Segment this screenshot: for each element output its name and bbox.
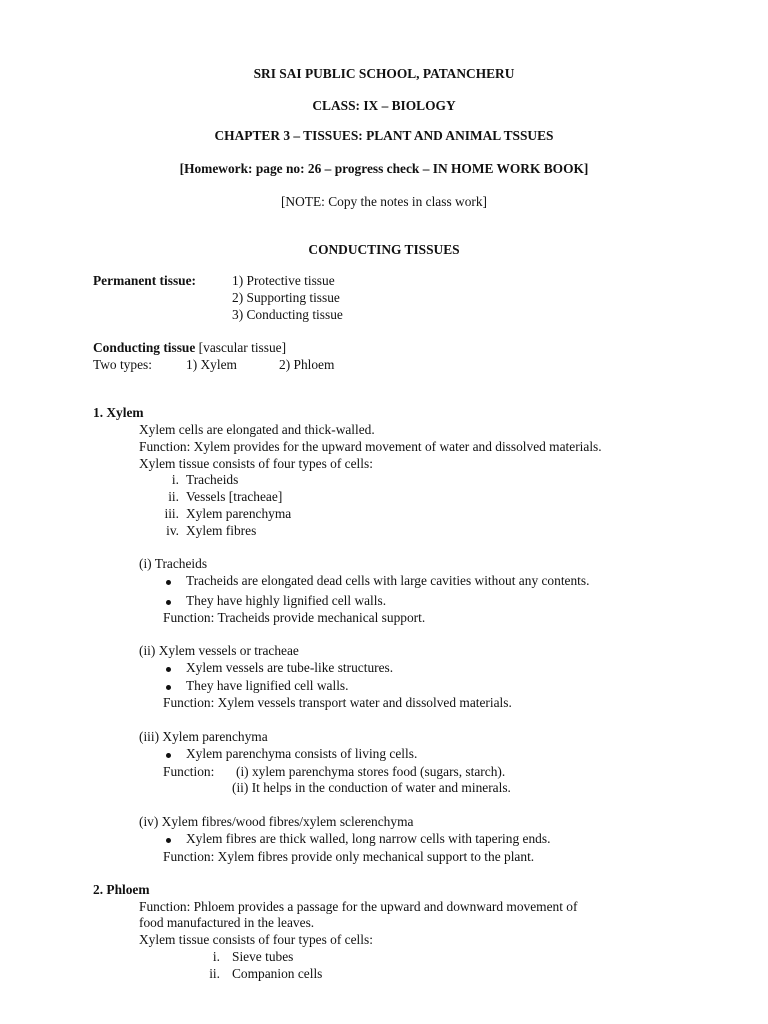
parenchyma-function: (i) xylem parenchyma stores food (sugars, starch). bbox=[236, 764, 506, 779]
bullet-text: They have lignified cell walls. bbox=[186, 678, 349, 693]
parenchyma-function-label: Function: bbox=[163, 764, 215, 779]
xylem-heading: 1. Xylem bbox=[93, 405, 144, 420]
vessels-function: Function: Xylem vessels transport water and dissolved materials. bbox=[163, 695, 512, 710]
permanent-item: 3) Conducting tissue bbox=[232, 307, 343, 322]
list-number: iv. bbox=[166, 523, 179, 538]
tracheids-function: Function: Tracheids provide mechanical support. bbox=[163, 610, 426, 625]
phloem-heading: 2. Phloem bbox=[93, 882, 150, 897]
xylem-line: Xylem cells are elongated and thick-walled. bbox=[139, 422, 375, 437]
conducting-tissue-label: Conducting tissue bbox=[93, 340, 196, 355]
tracheids-heading: (i) Tracheids bbox=[139, 556, 208, 571]
xylem-line: Function: Xylem provides for the upward movement of water and dissolved materials. bbox=[139, 439, 602, 454]
chapter-title: CHAPTER 3 – TISSUES: PLANT AND ANIMAL TSSUES bbox=[214, 128, 554, 143]
copy-note: [NOTE: Copy the notes in class work] bbox=[280, 194, 488, 209]
bullet-icon bbox=[166, 753, 171, 758]
fibres-heading: (iv) Xylem fibres/wood fibres/xylem sclerenchyma bbox=[139, 814, 414, 829]
type-phloem: 2) Phloem bbox=[279, 357, 335, 372]
bullet-icon bbox=[166, 838, 171, 843]
parenchyma-heading: (iii) Xylem parenchyma bbox=[139, 729, 268, 744]
permanent-tissue-label: Permanent tissue: bbox=[93, 273, 197, 288]
permanent-item: 2) Supporting tissue bbox=[232, 290, 340, 305]
homework-note: [Homework: page no: 26 – progress check – IN HOME WORK BOOK] bbox=[179, 161, 589, 176]
list-number: iii. bbox=[164, 506, 179, 521]
phloem-line: food manufactured in the leaves. bbox=[139, 915, 315, 930]
bullet-text: Xylem parenchyma consists of living cells. bbox=[186, 746, 418, 761]
bullet-icon bbox=[166, 667, 171, 672]
phloem-line: Function: Phloem provides a passage for the upward and downward movement of bbox=[139, 899, 578, 914]
class-title: CLASS: IX – BIOLOGY bbox=[312, 98, 456, 113]
bullet-text: Xylem fibres are thick walled, long narrow cells with tapering ends. bbox=[186, 831, 551, 846]
conducting-tissue-note: [vascular tissue] bbox=[195, 340, 287, 355]
list-item: Xylem parenchyma bbox=[186, 506, 292, 521]
list-item: Xylem fibres bbox=[186, 523, 257, 538]
conducting-tissue-line bbox=[93, 340, 286, 356]
xylem-line: Xylem tissue consists of four types of cells: bbox=[139, 456, 373, 471]
bullet-text: Tracheids are elongated dead cells with large cavities without any contents. bbox=[186, 573, 590, 588]
list-item: Companion cells bbox=[232, 966, 323, 981]
parenchyma-function: (ii) It helps in the conduction of water and minerals. bbox=[232, 780, 511, 795]
school-name: SRI SAI PUBLIC SCHOOL, PATANCHERU bbox=[253, 66, 515, 81]
list-number: ii. bbox=[209, 966, 220, 981]
bullet-icon bbox=[166, 600, 171, 605]
section-title: CONDUCTING TISSUES bbox=[308, 242, 460, 257]
bullet-icon bbox=[166, 580, 171, 585]
list-number: ii. bbox=[168, 489, 179, 504]
bullet-text: Xylem vessels are tube-like structures. bbox=[186, 660, 394, 675]
list-item: Tracheids bbox=[186, 472, 239, 487]
fibres-function: Function: Xylem fibres provide only mechanical support to the plant. bbox=[163, 849, 535, 864]
phloem-line: Xylem tissue consists of four types of cells: bbox=[139, 932, 373, 947]
list-number: i. bbox=[212, 949, 220, 964]
permanent-item: 1) Protective tissue bbox=[232, 273, 335, 288]
list-item: Vessels [tracheae] bbox=[186, 489, 283, 504]
two-types-label: Two types: bbox=[93, 357, 152, 372]
type-xylem: 1) Xylem bbox=[186, 357, 237, 372]
bullet-text: They have highly lignified cell walls. bbox=[186, 593, 387, 608]
list-item: Sieve tubes bbox=[232, 949, 294, 964]
bullet-icon bbox=[166, 685, 171, 690]
list-number: i. bbox=[171, 472, 179, 487]
vessels-heading: (ii) Xylem vessels or tracheae bbox=[139, 643, 299, 658]
